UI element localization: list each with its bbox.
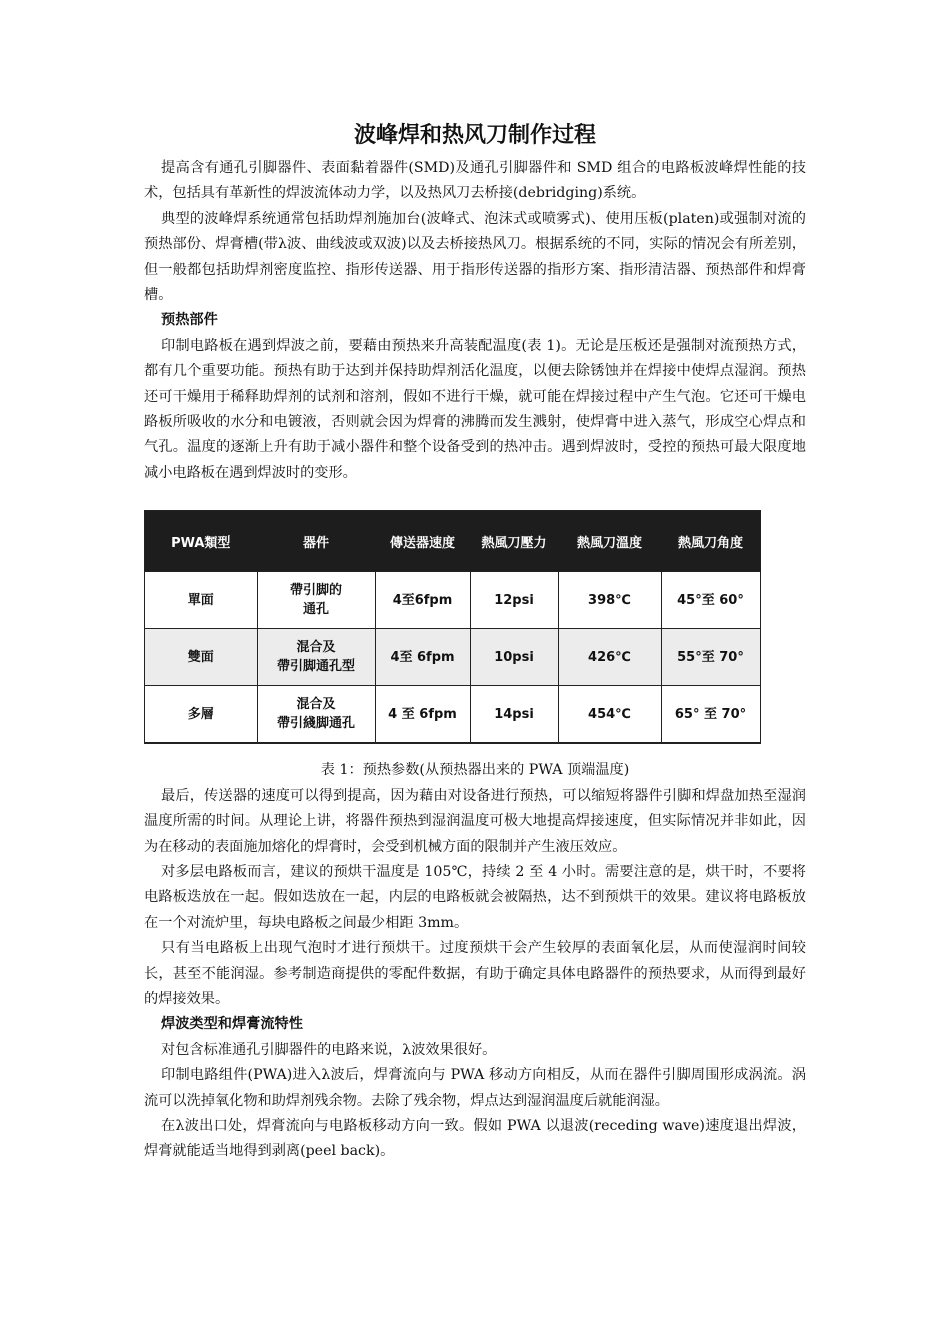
cell-temperature: 426℃ <box>558 629 661 686</box>
section-heading-wave-types: 焊波类型和焊膏流特性 <box>161 1016 303 1033</box>
cell-device: 帶引脚的 通孔 <box>257 572 375 629</box>
preheat-paragraph: 印制电路板在遇到焊波之前，要藉由预热来升高装配温度(表 1)。无论是压板还是强制对流预热方式，都有几个重要功能。预热有助于达到并保持助焊剂活化温度，以便去除锈蚀并在焊接中使焊点湿润。预热还可干燥用于稀释助焊剂的试剂和溶剂，假如不进行干燥，就可能在焊接过程中产生气泡。它还可干燥电路板所吸收的水分和电镀液，否则就会因为焊膏的沸腾而发生溅射，使焊膏中进入蒸气，形成空心焊点和气孔。温度的逐渐上升有助于减小器件和整个设备受到的热冲击。遇到焊波时，受控的预热可最大限度地减小电路板在遇到焊波时的变形。 <box>144 337 806 481</box>
header-pwa-type: PWA類型 <box>145 511 257 572</box>
table-header-row <box>145 511 760 572</box>
cell-temperature: 398℃ <box>558 572 661 629</box>
intro-paragraph-1: 提高含有通孔引脚器件、表面黏着器件(SMD)及通孔引脚器件和 SMD 组合的电路板波峰焊性能的技术，包括具有革新性的焊波流体动力学，以及热风刀去桥接(debridging)系统。 <box>144 160 806 202</box>
cell-speed: 4至 6fpm <box>375 629 470 686</box>
table-row <box>145 629 760 686</box>
cell-pwa-type: 多層 <box>145 686 257 743</box>
after-table-paragraph-3: 只有当电路板上出现气泡时才进行预烘干。过度预烘干会产生较厚的表面氧化层，从而使湿润时间较长，甚至不能润湿。参考制造商提供的零配件数据，有助于确定具体电路器件的预热要求，从而得到最好的焊接效果。 <box>144 940 806 1007</box>
cell-device: 混合及 帶引脚通孔型 <box>257 629 375 686</box>
wave-paragraph-2: 印制电路组件(PWA)进入λ波后，焊膏流向与 PWA 移动方向相反，从而在器件引脚周围形成涡流。涡流可以洗掉氧化物和助焊剂残余物。去除了残余物，焊点达到湿润温度后就能润湿。 <box>144 1067 806 1109</box>
preheat-parameters-table <box>144 510 761 744</box>
section-heading-preheat: 预热部件 <box>161 312 218 329</box>
intro-paragraph-2: 典型的波峰焊系统通常包括助焊剂施加台(波峰式、泡沫式或喷雾式)、使用压板(platen)或强制对流的预热部份、焊膏槽(带λ波、曲线波或双波)以及去桥接热风刀。根据系统的不同，实际的情况会有所差别，但一般都包括助焊剂密度监控、指形传送器、用于指形传送器的指形方案、指形清洁器、预热部件和焊膏槽。 <box>144 210 806 304</box>
table-row <box>145 572 760 629</box>
cell-angle: 55°至 70° <box>661 629 760 686</box>
after-table-paragraph-2: 对多层电路板而言，建议的预烘干温度是 105℃，持续 2 至 4 小时。需要注意的是，烘干时，不要将电路板迭放在一起。假如迭放在一起，内层的电路板就会被隔热，达不到预烘干的效果。建议将电路板放在一个对流炉里，每块电路板之间最少相距 3mm。 <box>144 863 806 931</box>
header-air-knife-pressure: 熱風刀壓力 <box>470 511 558 572</box>
cell-angle: 65° 至 70° <box>661 686 760 743</box>
cell-temperature: 454℃ <box>558 686 661 743</box>
table-caption: 表 1：预热参数(从预热器出来的 PWA 顶端温度) <box>320 762 630 779</box>
cell-pressure: 14psi <box>470 686 558 743</box>
header-air-knife-temperature: 熱風刀溫度 <box>558 511 661 572</box>
cell-speed: 4 至 6fpm <box>375 686 470 743</box>
header-air-knife-angle: 熱風刀角度 <box>661 511 760 572</box>
document-title: 波峰焊和热风刀制作过程 <box>353 123 596 148</box>
document-page <box>144 118 806 1165</box>
cell-pwa-type: 單面 <box>145 572 257 629</box>
cell-speed: 4至6fpm <box>375 572 470 629</box>
cell-angle: 45°至 60° <box>661 572 760 629</box>
after-table-paragraph-1: 最后，传送器的速度可以得到提高，因为藉由对设备进行预热，可以缩短将器件引脚和焊盘加热至湿润温度所需的时间。从理论上讲，将器件预热到湿润温度可极大地提高焊接速度，但实际情况并非如此，因为在移动的表面施加熔化的焊膏时，会受到机械方面的限制并产生液压效应。 <box>144 787 806 855</box>
cell-pressure: 10psi <box>470 629 558 686</box>
cell-pressure: 12psi <box>470 572 558 629</box>
cell-pwa-type: 雙面 <box>145 629 257 686</box>
table-row <box>145 686 760 743</box>
cell-device: 混合及 帶引綫脚通孔 <box>257 686 375 743</box>
wave-paragraph-3: 在λ波出口处，焊膏流向与电路板移动方向一致。假如 PWA 以退波(receding wave)速度退出焊波，焊膏就能适当地得到剥离(peel back)。 <box>144 1117 806 1160</box>
wave-paragraph-1: 对包含标准通孔引脚器件的电路来说，λ波效果很好。 <box>161 1041 497 1058</box>
header-device: 器件 <box>257 511 375 572</box>
header-conveyor-speed: 傳送器速度 <box>375 511 470 572</box>
